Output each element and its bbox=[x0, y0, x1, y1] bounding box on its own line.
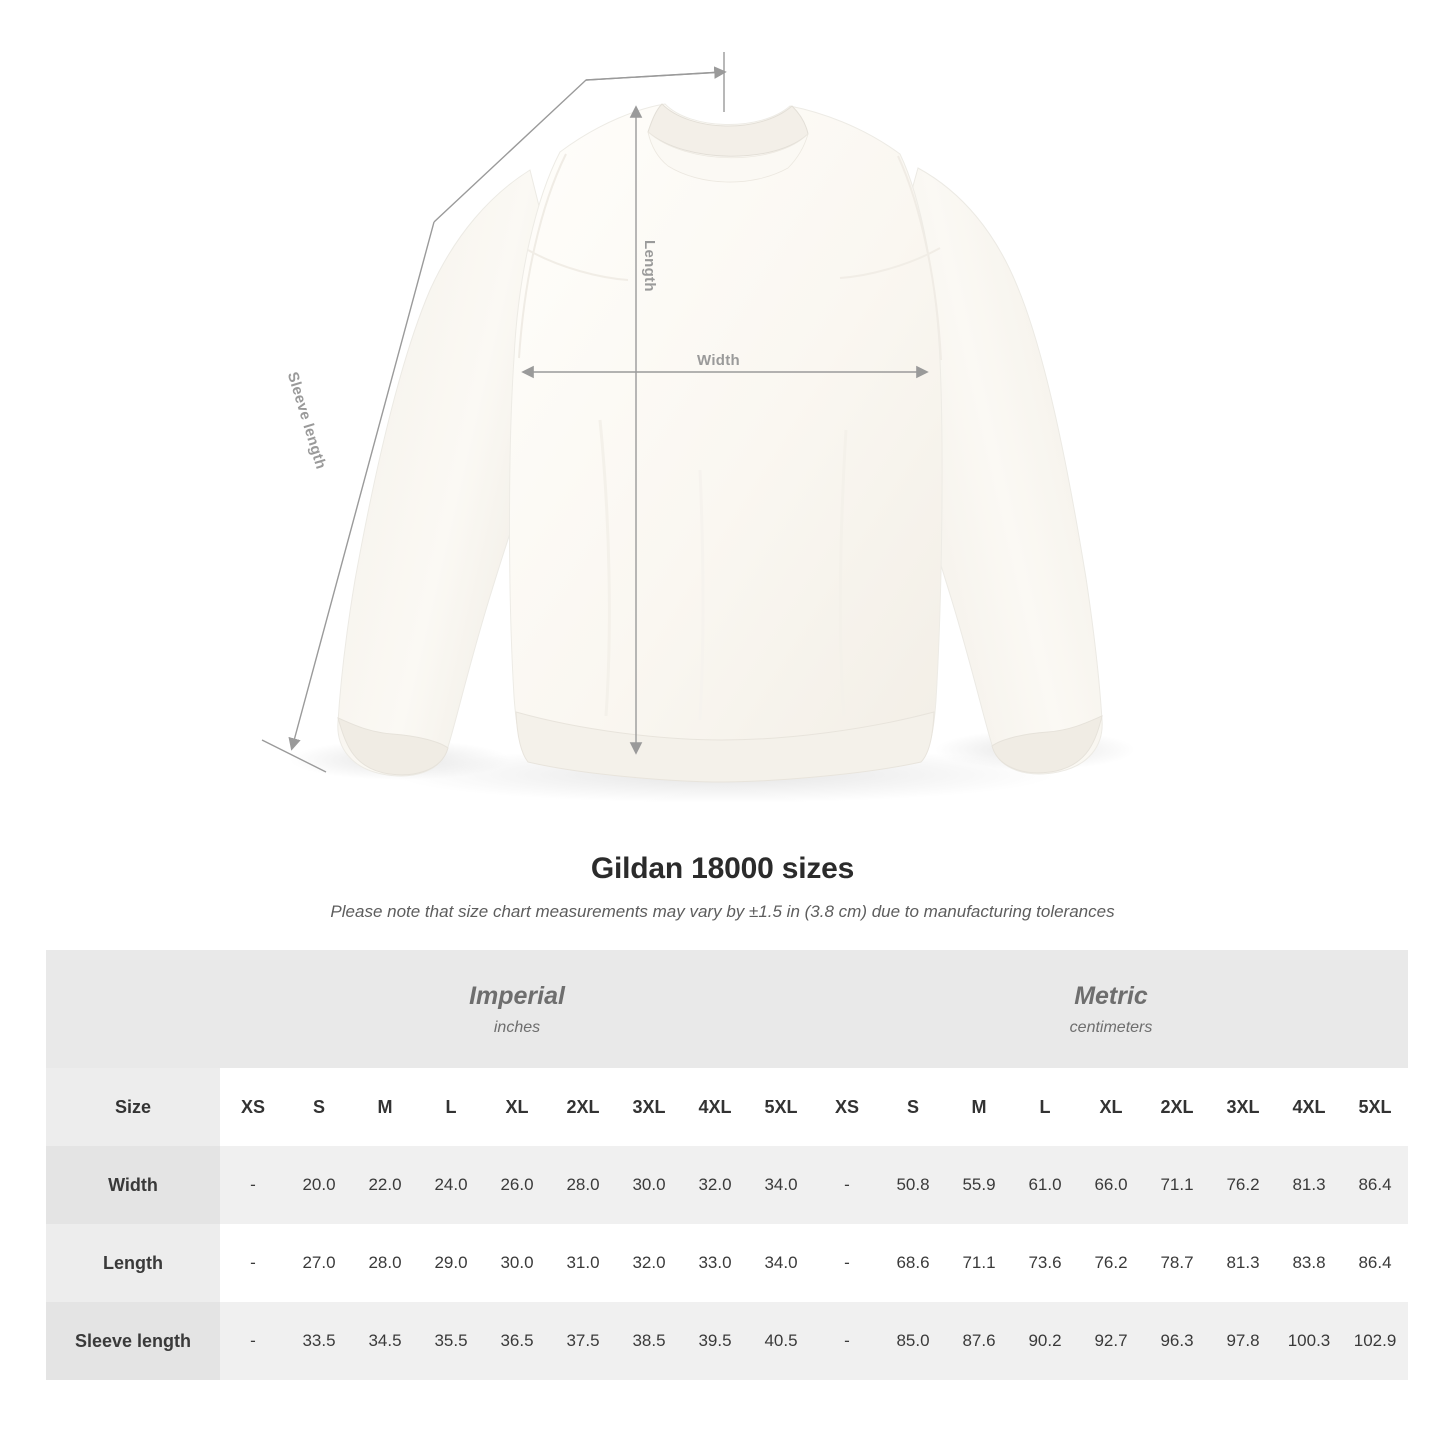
cell-length-met-m: 71.1 bbox=[946, 1224, 1012, 1302]
col-head-imp-2xl: 2XL bbox=[550, 1068, 616, 1146]
table-row bbox=[46, 1302, 1408, 1380]
cell-width-met-3xl: 76.2 bbox=[1210, 1146, 1276, 1224]
cell-width-met-xl: 66.0 bbox=[1078, 1146, 1144, 1224]
cell-sleeve-imp-4xl: 39.5 bbox=[682, 1302, 748, 1380]
cell-length-met-xs: - bbox=[814, 1224, 880, 1302]
cell-length-met-4xl: 83.8 bbox=[1276, 1224, 1342, 1302]
cell-length-imp-l: 29.0 bbox=[418, 1224, 484, 1302]
cell-width-imp-3xl: 30.0 bbox=[616, 1146, 682, 1224]
cell-length-met-5xl: 86.4 bbox=[1342, 1224, 1408, 1302]
cell-width-imp-4xl: 32.0 bbox=[682, 1146, 748, 1224]
cell-width-met-m: 55.9 bbox=[946, 1146, 1012, 1224]
cell-length-imp-xl: 30.0 bbox=[484, 1224, 550, 1302]
cell-length-met-2xl: 78.7 bbox=[1144, 1224, 1210, 1302]
cell-sleeve-met-xl: 92.7 bbox=[1078, 1302, 1144, 1380]
size-header-row bbox=[46, 1068, 1408, 1146]
col-head-met-4xl: 4XL bbox=[1276, 1068, 1342, 1146]
cell-width-imp-2xl: 28.0 bbox=[550, 1146, 616, 1224]
col-head-imp-s: S bbox=[286, 1068, 352, 1146]
cell-sleeve-met-m: 87.6 bbox=[946, 1302, 1012, 1380]
cell-sleeve-met-4xl: 100.3 bbox=[1276, 1302, 1342, 1380]
cell-length-imp-s: 27.0 bbox=[286, 1224, 352, 1302]
col-head-met-xs: XS bbox=[814, 1068, 880, 1146]
cell-length-met-s: 68.6 bbox=[880, 1224, 946, 1302]
metric-sub: centimeters bbox=[1069, 1018, 1153, 1036]
title-block bbox=[0, 852, 1445, 922]
cell-width-met-2xl: 71.1 bbox=[1144, 1146, 1210, 1224]
cell-width-imp-l: 24.0 bbox=[418, 1146, 484, 1224]
cell-sleeve-imp-3xl: 38.5 bbox=[616, 1302, 682, 1380]
size-chart-table-wrap bbox=[46, 950, 1399, 1380]
cell-sleeve-imp-xl: 36.5 bbox=[484, 1302, 550, 1380]
length-dimension-label: Length bbox=[641, 240, 658, 292]
unit-header-row bbox=[46, 950, 1408, 1068]
row-label-sleeve-length: Sleeve length bbox=[46, 1302, 220, 1380]
unit-header-spacer bbox=[46, 950, 220, 1068]
cell-sleeve-imp-s: 33.5 bbox=[286, 1302, 352, 1380]
col-head-met-s: S bbox=[880, 1068, 946, 1146]
cell-sleeve-imp-5xl: 40.5 bbox=[748, 1302, 814, 1380]
cell-width-imp-xl: 26.0 bbox=[484, 1146, 550, 1224]
cell-sleeve-met-l: 90.2 bbox=[1012, 1302, 1078, 1380]
cell-sleeve-met-3xl: 97.8 bbox=[1210, 1302, 1276, 1380]
cell-width-met-s: 50.8 bbox=[880, 1146, 946, 1224]
col-head-met-5xl: 5XL bbox=[1342, 1068, 1408, 1146]
col-head-met-3xl: 3XL bbox=[1210, 1068, 1276, 1146]
cell-length-met-l: 73.6 bbox=[1012, 1224, 1078, 1302]
cell-width-met-4xl: 81.3 bbox=[1276, 1146, 1342, 1224]
cell-width-imp-m: 22.0 bbox=[352, 1146, 418, 1224]
cell-sleeve-met-s: 85.0 bbox=[880, 1302, 946, 1380]
row-label-width: Width bbox=[46, 1146, 220, 1224]
size-chart-table bbox=[46, 950, 1408, 1380]
col-head-imp-3xl: 3XL bbox=[616, 1068, 682, 1146]
cell-width-imp-xs: - bbox=[220, 1146, 286, 1224]
col-head-met-m: M bbox=[946, 1068, 1012, 1146]
cell-width-met-l: 61.0 bbox=[1012, 1146, 1078, 1224]
cell-length-imp-3xl: 32.0 bbox=[616, 1224, 682, 1302]
col-head-imp-4xl: 4XL bbox=[682, 1068, 748, 1146]
unit-header-metric bbox=[814, 950, 1408, 1068]
imperial-sub: inches bbox=[493, 1018, 541, 1036]
table-row bbox=[46, 1146, 1408, 1224]
metric-name: Metric bbox=[1074, 981, 1148, 1010]
cell-width-imp-5xl: 34.0 bbox=[748, 1146, 814, 1224]
col-head-met-l: L bbox=[1012, 1068, 1078, 1146]
cell-length-imp-m: 28.0 bbox=[352, 1224, 418, 1302]
col-head-imp-l: L bbox=[418, 1068, 484, 1146]
cell-sleeve-met-5xl: 102.9 bbox=[1342, 1302, 1408, 1380]
row-label-length: Length bbox=[46, 1224, 220, 1302]
cell-sleeve-imp-xs: - bbox=[220, 1302, 286, 1380]
table-row bbox=[46, 1224, 1408, 1302]
col-head-met-xl: XL bbox=[1078, 1068, 1144, 1146]
size-header-label: Size bbox=[46, 1068, 220, 1146]
cell-length-imp-xs: - bbox=[220, 1224, 286, 1302]
cell-length-met-xl: 76.2 bbox=[1078, 1224, 1144, 1302]
tolerance-note: Please note that size chart measurements may vary by ±1.5 in (3.8 cm) due to manufacturing tolerances bbox=[330, 902, 1115, 921]
width-dimension-label: Width bbox=[697, 352, 741, 369]
cell-sleeve-imp-l: 35.5 bbox=[418, 1302, 484, 1380]
col-head-imp-xs: XS bbox=[220, 1068, 286, 1146]
cell-sleeve-imp-m: 34.5 bbox=[352, 1302, 418, 1380]
sleeve-length-dimension-label: Sleeve length bbox=[283, 370, 330, 472]
cell-width-imp-s: 20.0 bbox=[286, 1146, 352, 1224]
cell-sleeve-met-xs: - bbox=[814, 1302, 880, 1380]
cell-length-imp-4xl: 33.0 bbox=[682, 1224, 748, 1302]
col-head-imp-5xl: 5XL bbox=[748, 1068, 814, 1146]
col-head-imp-m: M bbox=[352, 1068, 418, 1146]
cell-sleeve-met-2xl: 96.3 bbox=[1144, 1302, 1210, 1380]
cell-sleeve-imp-2xl: 37.5 bbox=[550, 1302, 616, 1380]
cell-length-met-3xl: 81.3 bbox=[1210, 1224, 1276, 1302]
cell-width-met-xs: - bbox=[814, 1146, 880, 1224]
col-head-imp-xl: XL bbox=[484, 1068, 550, 1146]
imperial-name: Imperial bbox=[469, 981, 565, 1010]
page-title: Gildan 18000 sizes bbox=[590, 852, 855, 885]
unit-header-imperial bbox=[220, 950, 814, 1068]
cell-length-imp-2xl: 31.0 bbox=[550, 1224, 616, 1302]
cell-length-imp-5xl: 34.0 bbox=[748, 1224, 814, 1302]
col-head-met-2xl: 2XL bbox=[1144, 1068, 1210, 1146]
cell-width-met-5xl: 86.4 bbox=[1342, 1146, 1408, 1224]
